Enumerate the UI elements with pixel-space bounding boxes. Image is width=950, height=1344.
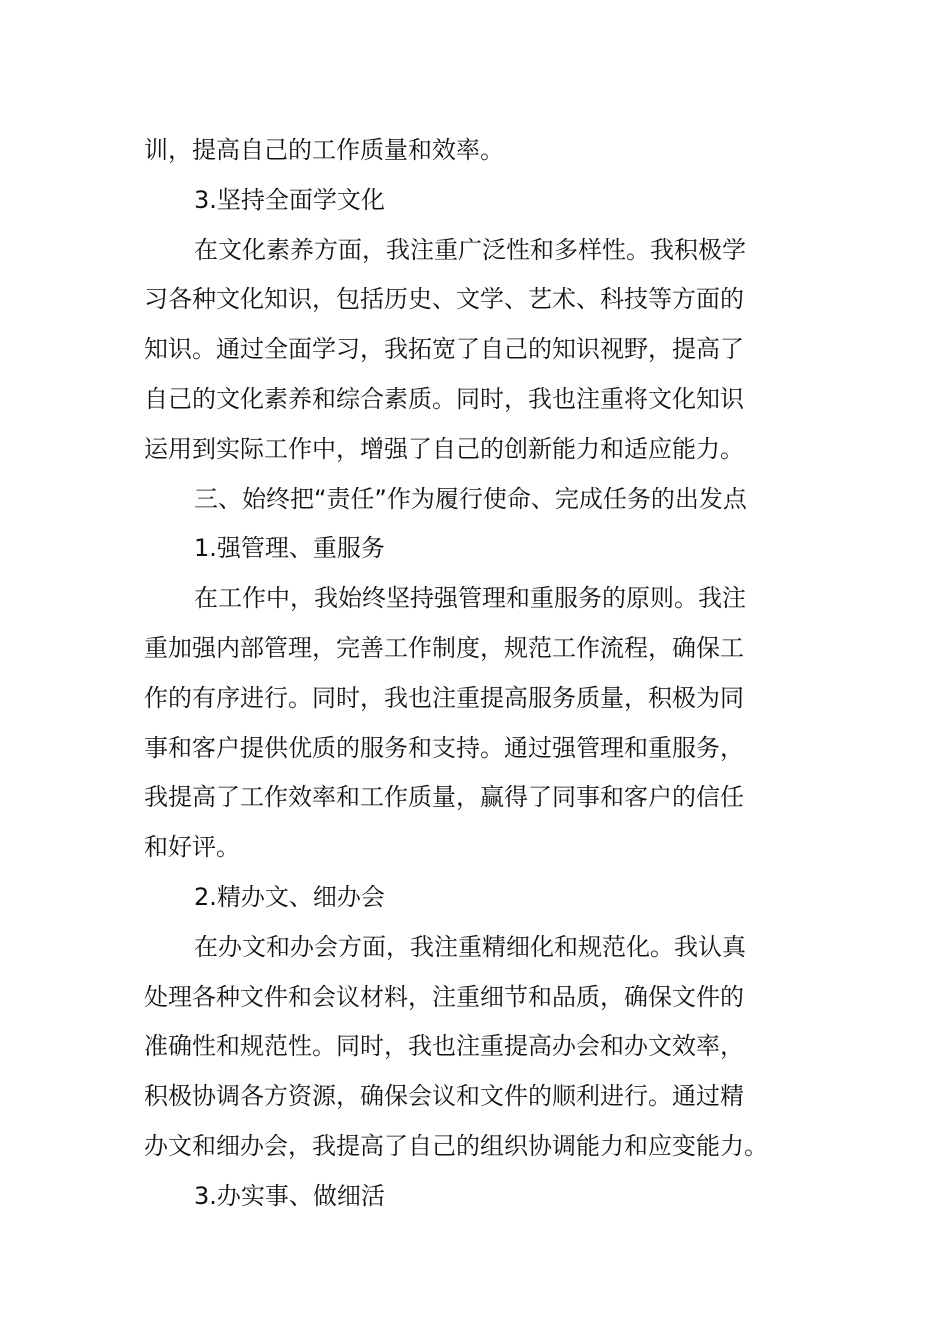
section-heading: 3.办实事、做细活 bbox=[194, 1181, 385, 1210]
document-page bbox=[144, 126, 808, 1222]
paragraph-line: 在文化素养方面，我注重广泛性和多样性。我积极学 bbox=[194, 235, 746, 264]
paragraph-line: 运用到实际工作中，增强了自己的创新能力和适应能力。 bbox=[144, 434, 744, 463]
paragraph-line: 作的有序进行。同时，我也注重提高服务质量，积极为同 bbox=[144, 683, 744, 712]
paragraph-line: 和好评。 bbox=[144, 833, 240, 862]
paragraph-line: 知识。通过全面学习，我拓宽了自己的知识视野，提高了 bbox=[144, 335, 744, 364]
section-heading: 1.强管理、重服务 bbox=[194, 534, 385, 563]
paragraph-line: 习各种文化知识，包括历史、文学、艺术、科技等方面的 bbox=[144, 285, 744, 314]
paragraph-line: 在办文和办会方面，我注重精细化和规范化。我认真 bbox=[194, 932, 746, 961]
paragraph-line: 自己的文化素养和综合素质。同时，我也注重将文化知识 bbox=[144, 384, 744, 413]
paragraph-line: 准确性和规范性。同时，我也注重提高办会和办文效率， bbox=[144, 1032, 744, 1061]
chapter-heading: 三、始终把“责任”作为履行使命、完成任务的出发点 bbox=[194, 484, 747, 513]
paragraph-line: 事和客户提供优质的服务和支持。通过强管理和重服务， bbox=[144, 733, 744, 762]
paragraph-line: 我提高了工作效率和工作质量，赢得了同事和客户的信任 bbox=[144, 783, 744, 812]
paragraph-line: 办文和细办会，我提高了自己的组织协调能力和应变能力。 bbox=[144, 1131, 768, 1160]
paragraph-line: 在工作中，我始终坚持强管理和重服务的原则。我注 bbox=[194, 584, 746, 613]
section-heading: 3.坚持全面学文化 bbox=[194, 185, 385, 214]
paragraph-line: 重加强内部管理，完善工作制度，规范工作流程，确保工 bbox=[144, 633, 744, 662]
paragraph-line: 处理各种文件和会议材料，注重细节和品质，确保文件的 bbox=[144, 982, 744, 1011]
text-line: 训，提高自己的工作质量和效率。 bbox=[144, 136, 504, 164]
section-heading: 2.精办文、细办会 bbox=[194, 882, 385, 911]
paragraph-line: 积极协调各方资源，确保会议和文件的顺利进行。通过精 bbox=[144, 1082, 744, 1111]
